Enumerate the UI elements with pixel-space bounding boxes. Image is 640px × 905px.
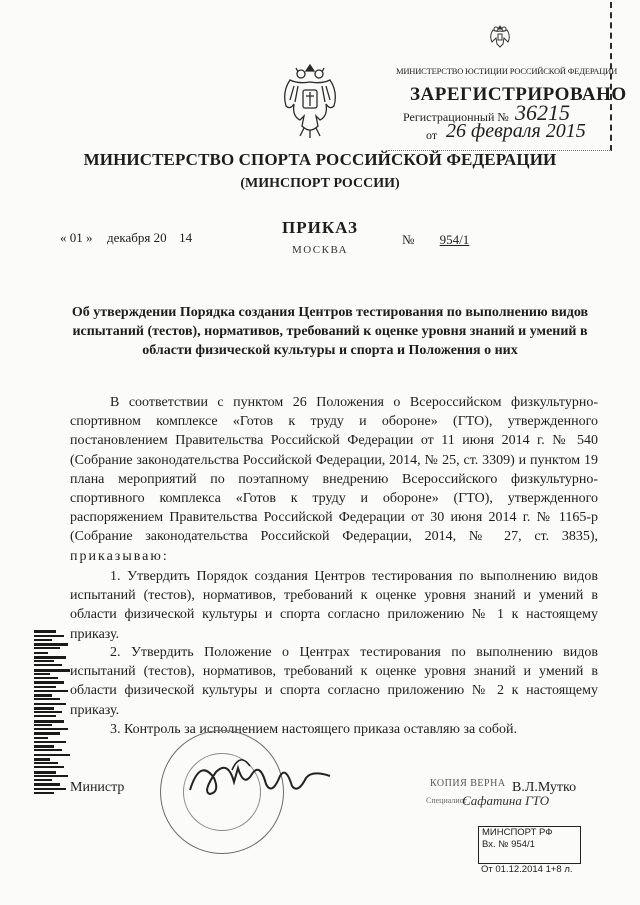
- city-name: МОСКВА: [291, 244, 349, 256]
- barcode-stripe: [34, 698, 60, 700]
- copy-verified-subtitle: Специалист: [426, 796, 467, 805]
- body-order-word: приказываю:: [70, 548, 169, 564]
- barcode-stripe: [34, 635, 64, 637]
- body-item-2: 2. Утвердить Положение о Центрах тестирования по выполнению видов испытаний (тестов), нормативов, требований к оценке уровня знаний и умений в области физической культуры и спорта согласно приложению № 2 к настоящему приказу.: [70, 645, 598, 718]
- body-intro-text: В соответствии с пунктом 26 Положения о Всероссийском физкультурно-спортивном комплексе «Готов к труду и обороне» (ГТО), утвержденного постановлением Правительства Российской Федерации от 11 июня 2014 г. № 540 (Собрание законодательства Российской Федерации, 2014, № 25, ст. 3309) и пунктом 19 плана мероприятий по поэтапному внедрению Всероссийского физкультурно-спортивного комплекса «Готов к труду и обороне» (ГТО), утвержденного распоряжением Правительства Российской Федерации от 30 июня 2014 г. № 1165-р (Собрание законодательства Российской Федерации, 2014, № 27, ст. 3835),: [70, 395, 598, 545]
- barcode-stripe: [34, 690, 68, 692]
- copy-verified-handwriting: Сафатина ГТО: [462, 793, 550, 808]
- barcode-stripe: [34, 647, 60, 649]
- registration-stamp: [388, 2, 627, 151]
- order-date-day: 01: [69, 230, 83, 245]
- barcode-stripe: [34, 728, 68, 730]
- barcode-stripe: [34, 630, 56, 633]
- coat-of-arms-icon: [280, 62, 340, 140]
- barcode-stripe: [34, 656, 66, 659]
- eagle-emblem-icon: [485, 22, 515, 52]
- reg-box-date: От 01.12.2014 1+8 л.: [481, 864, 573, 875]
- barcode-stripe: [34, 643, 68, 646]
- barcode-stripe: [34, 677, 58, 679]
- barcode-stripe: [34, 715, 56, 717]
- stamp-date-handwritten: 26 февраля 2015: [446, 120, 586, 142]
- barcode-stripe: [34, 639, 52, 641]
- ministry-name: МИНИСТЕРСТВО СПОРТА РОССИЙСКОЙ ФЕДЕРАЦИИ: [83, 150, 557, 169]
- barcode-stripe: [34, 766, 64, 768]
- document-title: Об утверждении Порядка создания Центров тестирования по выполнению видов испытаний (тестов), нормативов, требований к оценке уровня знаний и умений в области физической культуры и спорта и Положения о них: [71, 305, 589, 358]
- minister-name: В.Л.Мутко: [512, 780, 577, 795]
- body-item-1: 1. Утвердить Порядок создания Центров тестирования по выполнению видов испытаний (тестов), нормативов, требований к оценке уровня знаний и умений в области физической культуры и спорта согласно приложению № 1 к настоящему приказу.: [70, 569, 598, 642]
- stamp-registered-label: ЗАРЕГИСТРИРОВАНО: [410, 84, 627, 105]
- barcode-stripe: [34, 758, 50, 761]
- barcode-stripe: [34, 707, 54, 710]
- barcode-stripe: [34, 754, 70, 756]
- barcode-stripe: [34, 779, 52, 781]
- barcode-stripe: [34, 775, 68, 777]
- barcode-stripe: [34, 788, 66, 790]
- barcode-stripe: [34, 652, 48, 654]
- number-sign: №: [402, 232, 415, 247]
- stamp-number-handwritten: 36215: [515, 100, 570, 125]
- barcode-stripe: [34, 664, 62, 666]
- barcode-stripe: [34, 720, 64, 723]
- barcode-stripe: [34, 741, 66, 743]
- barcode-stripe: [34, 724, 52, 726]
- ministry-short-name: (МИНСПОРТ РОССИИ): [240, 176, 400, 191]
- barcode-stripe: [34, 749, 62, 751]
- order-date-month: декабря: [107, 230, 151, 245]
- barcode: [34, 630, 74, 800]
- body-item-3: 3. Контроль за исполнением настоящего приказа оставляю за собой.: [110, 722, 518, 737]
- reg-box-org: МИНСПОРТ РФ: [482, 827, 553, 838]
- barcode-stripe: [34, 694, 52, 697]
- signature-icon: [180, 748, 340, 808]
- barcode-stripe: [34, 711, 62, 713]
- barcode-stripe: [34, 703, 66, 705]
- order-date-year-suffix: 14: [179, 230, 193, 245]
- barcode-stripe: [34, 660, 54, 662]
- barcode-stripe: [34, 792, 54, 794]
- barcode-stripe: [34, 737, 48, 739]
- stamp-date-prefix: от: [426, 128, 438, 142]
- incoming-registration-box: [478, 826, 581, 864]
- barcode-stripe: [34, 762, 58, 764]
- minister-title: Министр: [70, 780, 125, 795]
- reg-box-number: Вх. № 954/1: [482, 839, 535, 850]
- barcode-stripe: [34, 686, 56, 688]
- copy-verified-stamp: КОПИЯ ВЕРНА: [430, 778, 506, 789]
- barcode-stripe: [34, 745, 54, 748]
- barcode-stripe: [34, 673, 50, 675]
- order-number-value: 954/1: [439, 232, 470, 247]
- body-intro-paragraph: [70, 393, 598, 566]
- barcode-stripe: [34, 732, 60, 735]
- order-date: « 01 » декабря 20 14: [60, 230, 193, 245]
- stamp-ministry-text: МИНИСТЕРСТВО ЮСТИЦИИ РОССИЙСКОЙ ФЕДЕРАЦИИ: [396, 66, 618, 76]
- order-date-year-prefix: 20: [153, 230, 167, 245]
- barcode-stripe: [34, 771, 56, 774]
- order-number: [402, 232, 469, 248]
- barcode-stripe: [34, 783, 60, 786]
- barcode-stripe: [34, 681, 64, 684]
- barcode-stripe: [34, 669, 70, 672]
- stamp-number-label: Регистрационный №: [403, 110, 509, 124]
- order-title: ПРИКАЗ: [282, 218, 358, 237]
